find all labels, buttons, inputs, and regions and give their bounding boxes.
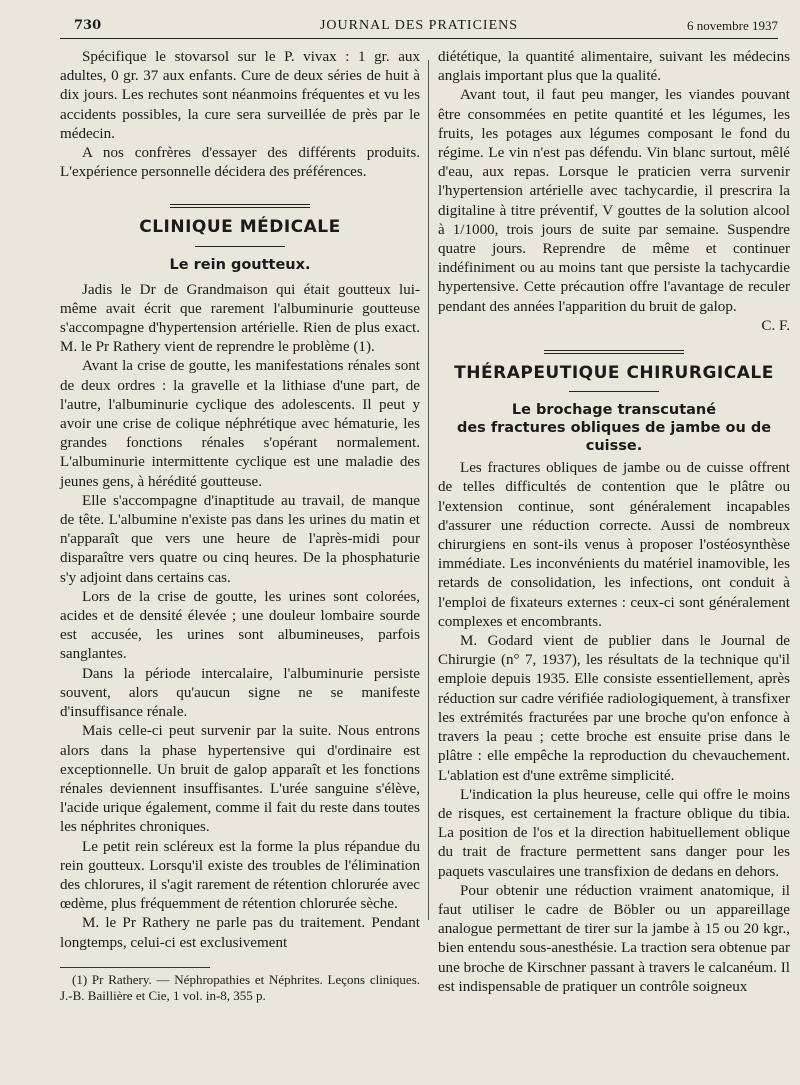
paragraph: diététique, la quantité alimentaire, suivant les médecins anglais important plus que la qualité. xyxy=(438,49,790,85)
footnote-rule xyxy=(60,967,210,968)
journal-title: JOURNAL DES PRATICIENS xyxy=(319,18,519,33)
paragraph: Pour obtenir une réduction vraiment anatomique, il faut utiliser le cadre de Böbler ou un appareillage analogue permettant de tirer sur la jambe à 15 ou 20 kgr., bien entendu sous-anesthésie. La traction sera obtenue par une broche de Kirschner passant à travers le calcanéum. Il est indispensable de pratiquer un contrôle soigneux xyxy=(438,882,790,995)
author-signature: C. F. xyxy=(761,317,790,334)
section-title: THÉRAPEUTIQUE CHIRURGICALE xyxy=(454,363,774,384)
paragraph: Jadis le Dr de Grandmaison qui était goutteux lui-même avait écrit que rarement l'albuminurie goutteuse s'accompagne d'hypertension artérielle. Rien de plus exact. M. le Pr Rathery vient de reprendre le problème (1). xyxy=(60,281,420,356)
article-title-line1: Le brochage transcutané xyxy=(511,402,717,419)
paragraph: M. Godard vient de publier dans le Journal de Chirurgie (n° 7, 1937), les résultats de la technique qu'il emploie depuis 1935. Elle consiste essentiellement, après réduction sur cadre vérifiée radiologiquement, à transfixer les extrémités fracturées par une broche qu'on enfonce à travers la peau ; cette broche est ensuite prise dans le plâtre : elle empêche la reproduction du chevauchement. L'ablation est d'une extrême simplicité. xyxy=(438,633,790,784)
article-title-line2: des fractures obliques de jambe ou de cuisse. xyxy=(456,420,772,455)
section-title: CLINIQUE MÉDICALE xyxy=(139,217,341,238)
right-column xyxy=(438,48,790,997)
paragraph: Avant la crise de goutte, les manifestations rénales sont de deux ordres : la gravelle et la lithiase d'une part, de l'autre, l'albuminurie cyclique des adolescents. Il peut y avoir une crise de colique néphrétique avec hématurie, les grandes fonctions rénales s'opérant normalement. L'albuminurie intermittente cyclique est une maladie des jeunes gens, à hérédité goutteuse. xyxy=(60,358,420,490)
paragraph: Mais celle-ci peut survenir par la suite. Nous entrons alors dans la phase hypertensive qui d'ordinaire est exceptionnelle. Un bruit de galop apparaît et les fonctions rénales deviennent insuffisantes. L'urée sanguine s'élève, l'acide urique également, comme il fait du reste dans toutes les néphrites chroniques. xyxy=(60,723,420,836)
page-number: 730 xyxy=(74,18,102,33)
paragraph: Dans la période intercalaire, l'albuminurie persiste souvent, alors qu'aucun signe ne se manifeste d'insuffisance rénale. xyxy=(60,665,420,721)
page-header xyxy=(60,16,778,39)
paragraph: Avant tout, il faut peu manger, les viandes pouvant être consommées en petite quantité et les légumes, les fruits, les potages aux légumes composant le fond du régime. Le vin n'est pas défendu. Vin blanc surtout, mêlé d'eau, aux repas. Lorsque le praticien verra survenir l'hypertension artérielle avec tachycardie, il prescrira la digitaline à titre préventif, V gouttes de la solution alcool à 1/1000, trois jours de suite par semaine. Suspendre quatre jours. Reprendre de même et continuer indéfiniment ou au moins tant que persiste la tachycardie hypertensive. Cette précaution offre l'avantage de reculer pendant des années l'apparition du bruit de galop. xyxy=(438,87,790,315)
column-divider xyxy=(428,60,429,920)
paragraph: M. le Pr Rathery ne parle pas du traitement. Pendant longtemps, celui-ci est exclusivement xyxy=(60,915,420,951)
article-title: Le rein goutteux. xyxy=(169,256,311,273)
left-column xyxy=(60,48,420,1004)
paragraph: Le petit rein scléreux est la forme la plus répandue du rein goutteux. Lorsqu'il existe des troubles de l'élimination des chlorures, il s'agit rarement de rétention chlorurée avec œdème, plus fréquemment de rétention chlorurée sèche. xyxy=(60,838,420,913)
paragraph: Les fractures obliques de jambe ou de cuisse offrent de telles difficultés de contention que le plâtre ou l'extension continue, sont généralement incapables d'assurer une réduction correcte. Aussi de nombreux chirurgiens en sont-ils venus à proposer l'ostéosynthèse immédiate. Les inconvénients du matériel inamovible, les retards de consolidation, les infections, ont conduit à l'emploi de fixateurs externes : ceux-ci sont généralement complexes et encombrants. xyxy=(438,460,790,630)
paragraph: L'indication la plus heureuse, celle qui offre le moins de risques, est certainement la fracture oblique du tibia. La position de l'os et la direction habituellement oblique du trait de fracture permettent sans danger pour les paquets vasculaires une transfixion de dedans en dehors. xyxy=(438,786,790,880)
issue-date: 6 novembre 1937 xyxy=(687,18,778,33)
paragraph: Lors de la crise de goutte, les urines sont colorées, acides et de densité élevée ; une douleur lombaire sourde est accusée, les urines sont albumineuses, parfois sanglantes. xyxy=(60,588,420,663)
paragraph: A nos confrères d'essayer des différents produits. L'expérience personnelle décidera des préférences. xyxy=(60,145,420,181)
footnote: (1) Pr Rathery. — Néphropathies et Néphrites. Leçons cliniques. J.-B. Baillière et Cie, 1 vol. in-8, 355 p. xyxy=(60,971,420,1003)
paragraph: Elle s'accompagne d'inaptitude au travail, de manque de tête. L'albumine n'existe pas dans les urines du matin et n'apparaît que vers une heure de l'après-midi pour disparaître vers quatre ou cinq heures. De la phosphaturie s'y adjoint dans certains cas. xyxy=(60,492,420,586)
paragraph: Spécifique le stovarsol sur le P. vivax : 1 gr. aux adultes, 0 gr. 37 aux enfants. Cure de deux séries de huit à dix jours. Les rechutes sont néanmoins fréquentes et vu les accidents possibles, la cure sera surveillée de près par le médecin. xyxy=(60,49,420,142)
